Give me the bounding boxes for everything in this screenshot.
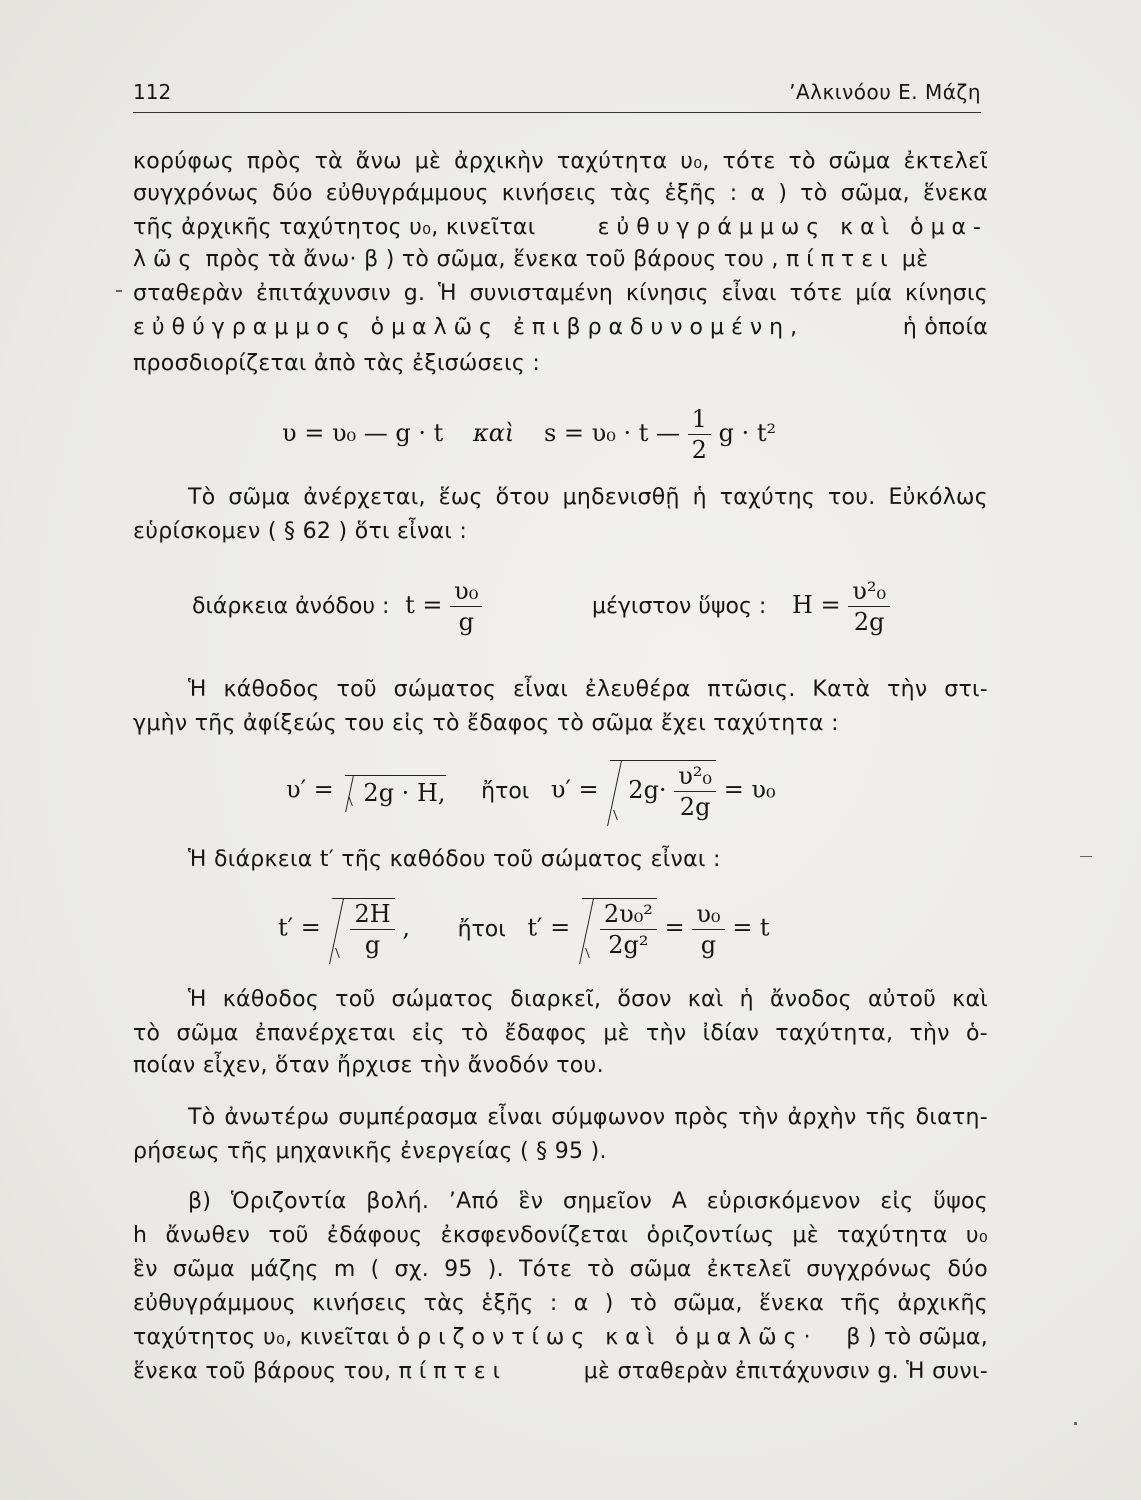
equation-final-velocity xyxy=(286,760,776,822)
equation-t: t = xyxy=(405,591,443,619)
text-line: Τὸ ἀνωτέρω συμπέρασμα εἶναι σύμφωνον πρὸς τὴν ἀρχὴν τῆς διατη- xyxy=(188,1105,988,1130)
text-span: ἡ ὁποία xyxy=(902,315,988,340)
text-span: πρὸς τὰ ἄνω· β ) τὸ σῶμα, ἕνεκα τοῦ βάρους του , xyxy=(205,247,779,272)
fraction-numerator: 2H xyxy=(354,900,391,928)
square-root xyxy=(332,898,394,960)
text-line: ρήσεως τῆς μηχανικῆς ἐνεργείας ( § 95 ). xyxy=(133,1139,607,1164)
text-line: γμὴν τῆς ἀφίξεώς του εἰς τὸ ἔδαφος τὸ σῶμα ἔχει ταχύτητα : xyxy=(133,711,839,736)
fraction-numerator: υ₀ xyxy=(454,577,479,605)
text-line: προσδιορίζεται ἀπὸ τὰς ἐξισώσεις : xyxy=(133,351,541,376)
fraction-2H-g xyxy=(350,899,394,960)
fraction-denominator: 2g² xyxy=(600,929,657,960)
text-line: Ἡ κάθοδος τοῦ σώματος εἶναι ἐλευθέρα πτῶσις. Κατὰ τὴν στι- xyxy=(188,677,988,702)
text-line xyxy=(133,214,988,242)
text-line: ποίαν εἶχεν, ὅταν ἤρχισε τὴν ἄνοδόν του. xyxy=(133,1053,604,1078)
fraction-2v0sq-2gsq xyxy=(600,899,657,960)
fraction-numerator: 1 xyxy=(691,405,707,433)
fraction-numerator: 2υ₀² xyxy=(603,900,653,928)
root-content: 2g · H, xyxy=(363,778,446,807)
equation-htoi: ἤτοι xyxy=(481,778,530,804)
text-line: β) Ὁριζοντία βολή. ’Από ἓν σημεῖον Α εὑρισκόμενον εἰς ὕψος xyxy=(188,1189,988,1214)
text-line: εὐθυγράμμους κινήσεις τὰς ἑξῆς : α ) τὸ σῶμα, ἕνεκα τῆς ἀρχικῆς xyxy=(133,1291,988,1316)
spaced-text: πίπτει xyxy=(398,1359,508,1384)
square-root xyxy=(582,898,657,960)
text-line: h ἄνωθεν τοῦ ἐδάφους ἐκσφενδονίζεται ὁριζοντίως μὲ ταχύτητα υ₀ xyxy=(133,1223,988,1248)
text-line: ἓν σῶμα μάζης m ( σχ. 95 ). Τότε τὸ σῶμα ἐκτελεῖ συγχρόνως δύο xyxy=(133,1257,988,1282)
fraction-v0-g xyxy=(692,899,724,960)
equation-label: μέγιστον ὕψος : xyxy=(592,594,767,619)
fraction-denominator: 2g xyxy=(848,606,890,637)
fraction-numerator: υ₀ xyxy=(696,899,721,928)
text-span: μὲ xyxy=(901,247,929,272)
spaced-text: εὐθύγραμμος ὁμαλῶς ἐπιβραδυνομένη, xyxy=(133,315,805,340)
text-line xyxy=(133,1358,988,1386)
fraction-denominator: g xyxy=(692,929,724,960)
equation-equals: = xyxy=(664,913,685,942)
text-line xyxy=(133,246,988,274)
square-root xyxy=(345,775,445,808)
fraction-denominator: g xyxy=(350,929,394,960)
fraction-v0-g xyxy=(450,576,482,637)
text-span: μὲ σταθερὰν ἐπιτάχυνσιν g. Ἡ συνι- xyxy=(583,1359,988,1384)
text-line: κορύφως πρὸς τὰ ἄνω μὲ ἀρχικὴν ταχύτητα υ₀, τότε τὸ σῶμα ἐκτελεῖ xyxy=(133,149,988,174)
equation-max-height xyxy=(592,576,890,637)
text-line: σταθερὰν ἐπιτάχυνσιν g. Ἡ συνισταμένη κίνησις εἶναι τότε μία κίνησις xyxy=(133,281,988,306)
text-line: εὑρίσκομεν ( § 62 ) ὅτι εἶναι : xyxy=(133,519,468,544)
equation-result: = υ₀ xyxy=(723,775,776,804)
fraction-v0sq-2g xyxy=(848,576,890,637)
equation-kai: καὶ xyxy=(472,419,515,447)
fraction-denominator: g xyxy=(450,606,482,637)
running-head-author: ’Αλκινόου Ε. Μάζη xyxy=(789,80,981,104)
text-line: Ἡ κάθοδος τοῦ σώματος διαρκεῖ, ὅσον καὶ ἡ ἄνοδος αὐτοῦ καὶ xyxy=(188,987,988,1012)
text-span: β ) τὸ σῶμα, xyxy=(846,1325,988,1350)
spaced-text: λῶς xyxy=(133,247,199,272)
fraction-v0sq-2g xyxy=(674,761,716,822)
fraction-half xyxy=(688,404,711,465)
text-line: συγχρόνως δύο εὐθυγράμμους κινήσεις τὰς ἑξῆς : α ) τὸ σῶμα, ἕνεκα xyxy=(133,181,988,206)
equation-t-prime: t′ = xyxy=(527,913,571,942)
equation-v-prime: υ′ = xyxy=(286,775,334,804)
equation-descent-time xyxy=(278,898,770,960)
text-span: ταχύτητος υ₀, κινεῖται xyxy=(133,1325,390,1350)
page-header xyxy=(133,80,981,113)
fraction-denominator: 2g xyxy=(674,791,716,822)
spaced-text: πίπτει xyxy=(786,247,895,272)
equation-v-prime: υ′ = xyxy=(550,775,599,804)
equation-htoi: ἤτοι xyxy=(457,916,506,942)
scan-speck xyxy=(1074,1422,1077,1425)
equation-H: H = xyxy=(791,591,841,619)
text-line: τὸ σῶμα ἐπανέρχεται εἰς τὸ ἔδαφος μὲ τὴν ἰδίαν ταχύτητα, τὴν ὁ- xyxy=(133,1021,988,1046)
fraction-numerator: υ²₀ xyxy=(852,577,887,605)
root-content: 2g· xyxy=(628,776,667,804)
scan-speck xyxy=(1080,856,1092,857)
equation-t-prime: t′ = xyxy=(278,913,321,942)
page-number: 112 xyxy=(133,80,172,104)
text-line: Τὸ σῶμα ἀνέρχεται, ἕως ὅτου μηδενισθῇ ἡ ταχύτης του. Εὐκόλως xyxy=(188,485,988,510)
scan-speck xyxy=(116,290,122,292)
square-root xyxy=(610,760,716,822)
text-line xyxy=(133,314,988,342)
fraction-numerator: υ²₀ xyxy=(678,762,713,790)
equation-comma: , xyxy=(402,913,410,942)
equation-v: υ = υ₀ — g · t xyxy=(282,419,444,447)
equation-ascent-time xyxy=(192,576,482,637)
equation-result: = t xyxy=(732,913,770,942)
text-span: ἕνεκα τοῦ βάρους του, xyxy=(133,1359,392,1384)
spaced-text: εὐθυγράμμως καὶ ὁμα- xyxy=(597,215,988,240)
text-line xyxy=(133,1324,988,1352)
equation-s: s = υ₀ · t — xyxy=(543,419,681,447)
equation-tail: g · t² xyxy=(718,419,777,447)
text-line: Ἡ διάρκεια t′ τῆς καθόδου τοῦ σώματος εἶναι : xyxy=(188,847,721,872)
equation-1 xyxy=(282,404,776,465)
fraction-denominator: 2 xyxy=(688,434,711,465)
spaced-text: ὁριζοντίως καὶ ὁμαλῶς· xyxy=(396,1325,818,1350)
text-span: τῆς ἀρχικῆς ταχύτητος υ₀, κινεῖται xyxy=(133,215,536,240)
equation-label: διάρκεια ἀνόδου : xyxy=(192,594,390,619)
